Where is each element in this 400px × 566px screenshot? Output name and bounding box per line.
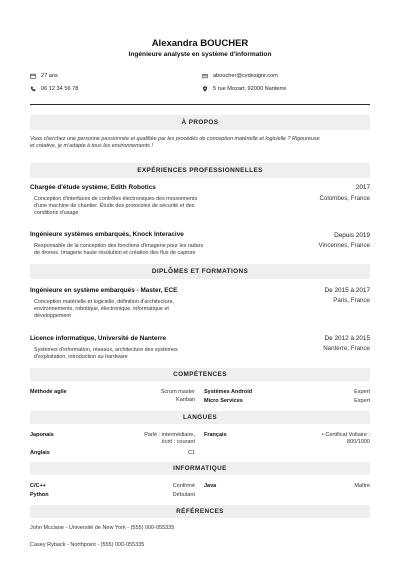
phone-text: 06 12 34 56 78 — [41, 86, 79, 92]
section-computing-heading: INFORMATIQUE — [30, 462, 370, 475]
experience-2-date: Depuis 2019 — [334, 232, 370, 239]
email-text[interactable]: aboucher@cvdesignr.com — [213, 73, 278, 79]
skill-value: Kanban — [176, 397, 195, 403]
experience-1-desc-line: Conception d'interfaces de contrôles électroniques des mouvements — [34, 196, 198, 202]
skill-value: Scrum master — [160, 389, 195, 395]
section-skills-heading: COMPÉTENCES — [30, 368, 370, 381]
computing-label: Python — [30, 492, 49, 498]
language-level: C1 — [187, 450, 195, 456]
language-label: Anglais — [30, 450, 50, 456]
about-line-1: Vous cherchez une personne passionnée et qualifiée par les procédés de conception matérielle et logicielle ? Rigoureuse — [30, 136, 320, 142]
experience-2-desc-line: de drones. Imagerie haute résolution et création des flux de capture — [34, 250, 196, 256]
skill-label: Méthode agile — [30, 389, 67, 395]
age-text: 27 ans — [41, 73, 58, 79]
experience-1-desc-line: d'une machine de chantier. Étude des protocoles de sécurité et des — [34, 203, 195, 209]
experience-1-title: Chargée d'étude système, Edith Robotics — [30, 184, 156, 191]
address-text: 5 rue Mozart, 92000 Nanterre — [213, 86, 287, 92]
contact-address — [202, 86, 286, 92]
education-1-date: De 2015 à 2017 — [324, 287, 370, 294]
section-education-heading: DIPLÔMES ET FORMATIONS — [30, 264, 370, 279]
skill-label: Micro Services — [204, 398, 243, 404]
computing-level: Débutant — [172, 492, 195, 498]
contact-phone — [30, 86, 78, 92]
candidate-name: Alexandra BOUCHER — [151, 38, 249, 49]
section-references-heading: RÉFÉRENCES — [30, 505, 370, 518]
experience-2-desc-line: Responsable de la conception des fonctions d'imagerie pour les radars — [34, 243, 204, 249]
about-line-2: et créative, je m'adapte à tous les environnements ! — [30, 143, 153, 149]
experience-2-title: Ingénieure systèmes embarqués, Knock Interacive — [30, 231, 184, 238]
phone-icon — [30, 86, 36, 92]
skill-value: Expert — [354, 398, 370, 404]
education-2-desc-line: Systèmes d'information, réseaux, architecture des systèmes — [34, 347, 178, 353]
education-1-location: Paris, France — [333, 297, 370, 304]
reference-item: John Mcclane - Université de New York - (555) 000-055335 — [30, 525, 175, 531]
reference-item: Casey Ryback - Northpoint - (555) 000-055335 — [30, 542, 145, 548]
skill-value: Expert — [354, 389, 370, 395]
skill-label: Systèmes Android — [204, 389, 253, 395]
computing-level: Confirmé — [172, 483, 195, 489]
education-2-location: Nanterre, France — [323, 345, 370, 352]
map-pin-icon — [202, 86, 208, 92]
education-2-date: De 2012 à 2015 — [324, 335, 370, 342]
experience-1-date: 2017 — [355, 184, 370, 191]
section-experience-heading: EXPÉRIENCES PROFESSIONNELLES — [30, 163, 370, 178]
envelope-icon — [202, 73, 208, 79]
contact-age — [30, 73, 58, 79]
candidate-job-title: Ingénieure analyste en système d'information — [128, 51, 272, 58]
calendar-icon — [30, 73, 36, 79]
language-label: Japonais — [30, 432, 54, 438]
language-level: 800/1000 — [347, 439, 370, 445]
experience-1-desc-line: conditions d'usage — [34, 210, 79, 216]
contact-email — [202, 73, 278, 79]
education-1-title: Ingénieure en système embarqués - Master, ECE — [30, 287, 178, 294]
education-1-desc-line: développement — [34, 313, 71, 319]
language-level: • Certificat Voltaire : — [321, 432, 370, 438]
computing-level: Maître — [354, 483, 370, 489]
education-2-title: Licence informatique, Université de Nanterre — [30, 335, 167, 342]
education-2-desc-line: d'exploitation, introduction au hardware — [34, 354, 128, 360]
experience-1-location: Colombes, France — [319, 195, 370, 202]
language-level: écrit : courant — [161, 439, 195, 445]
language-level: Parlé : intermédiaire, — [144, 432, 195, 438]
computing-label: Java — [204, 483, 217, 489]
section-about-heading: À PROPOS — [30, 115, 370, 130]
computing-label: C/C++ — [30, 483, 46, 489]
experience-2-location: Vincennes, France — [318, 242, 370, 249]
section-languages-heading: LANGUES — [30, 411, 370, 424]
header-divider — [30, 104, 370, 105]
education-1-desc-line: environnements, robotique, électronique, informatique et — [34, 306, 169, 312]
education-1-desc-line: Conception matérielle et logicielle, définition d'architecture, — [34, 299, 175, 305]
language-label: Français — [204, 432, 227, 438]
